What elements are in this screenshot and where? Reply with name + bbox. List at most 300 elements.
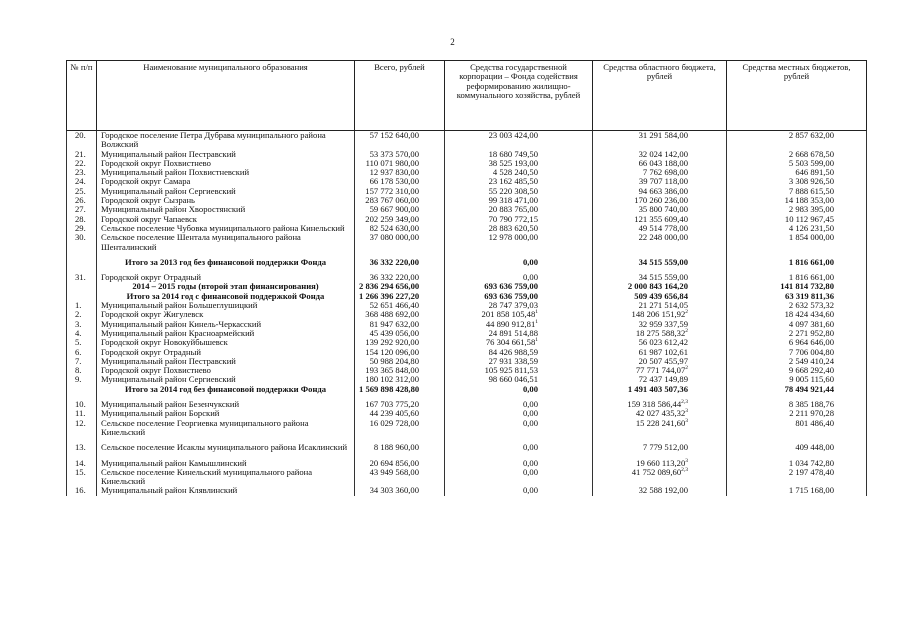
cell-total-text: 12 937 830,00 (369, 167, 419, 178)
cell-name (97, 338, 355, 347)
cell-local (727, 233, 867, 252)
table-row (67, 443, 867, 452)
table-row (67, 357, 867, 366)
cell-num (67, 320, 97, 329)
cell-regional (593, 385, 727, 394)
cell-name-text: Городской округ Похвистнево (101, 366, 211, 376)
cell-num (67, 258, 97, 267)
cell-regional-text: 32 588 192,00 (638, 485, 688, 496)
cell-total-text: 81 947 632,00 (369, 318, 419, 329)
cell-num-text: 25. (75, 185, 86, 196)
cell-regional-text: 22 248 000,00 (638, 232, 688, 243)
cell-fund (445, 443, 593, 452)
cell-name (97, 159, 355, 168)
cell-num (67, 375, 97, 384)
cell-local-text: 6 964 646,00 (788, 337, 834, 348)
cell-local-text: 1 816 661,00 (788, 272, 834, 283)
cell-num-text: 12. (75, 417, 86, 428)
cell-name (97, 357, 355, 366)
cell-name-text: Итого за 2014 год с финансовой поддержкой Фонда (126, 291, 325, 301)
table-row (67, 196, 867, 205)
cell-local-text: 10 112 967,45 (784, 213, 834, 224)
table-row (67, 168, 867, 177)
cell-local-text: 141 814 732,80 (780, 281, 834, 292)
cell-name-text: Итого за 2014 год без финансовой поддержки Фонда (124, 384, 327, 394)
cell-num-text: 15. (75, 466, 86, 477)
cell-name-text: Муниципальный район Сергиевский (101, 375, 236, 385)
table-row (67, 310, 867, 319)
cell-name (97, 258, 355, 267)
cell-fund (445, 419, 593, 438)
cell-total-text: 82 524 630,00 (369, 222, 419, 233)
cell-total-text: 36 332 220,00 (369, 256, 419, 267)
cell-fund-text: 0,00 (522, 383, 538, 394)
cell-name-text: 2014 – 2015 годы (второй этап финансирования) (132, 282, 319, 292)
cell-total-text: 34 303 360,00 (369, 485, 419, 496)
cell-fund-text: 0,00 (522, 485, 538, 496)
cell-name-text: Итого за 2013 год без финансовой поддержки Фонда (124, 257, 327, 267)
cell-name (97, 282, 355, 291)
cell-num-text: 9. (75, 374, 82, 385)
cell-fund-text: 0,00 (522, 417, 538, 428)
cell-local-text: 2 271 952,80 (788, 327, 834, 338)
cell-local-text: 9 005 115,60 (789, 374, 834, 385)
cell-regional (593, 419, 727, 438)
cell-local (727, 258, 867, 267)
header-name: Наименование муниципального образования (97, 61, 355, 131)
cell-regional (593, 131, 727, 150)
page-number: 2 (450, 37, 455, 47)
cell-name (97, 187, 355, 196)
cell-fund-text: 0,00 (522, 256, 538, 267)
footnote-mark: 2 (685, 328, 688, 335)
cell-total-text: 57 152 640,00 (369, 130, 419, 140)
cell-num-text: 10. (75, 399, 86, 410)
cell-local-text: 646 891,50 (795, 167, 834, 178)
cell-fund (445, 468, 593, 487)
cell-name (97, 177, 355, 186)
cell-fund-text: 0,00 (522, 399, 538, 410)
cell-total-text: 45 439 056,00 (369, 327, 419, 338)
cell-name-text: Муниципальный район Пестравский (101, 356, 236, 366)
cell-name (97, 292, 355, 301)
cell-num-text: 11. (75, 408, 86, 419)
cell-num-text: 27. (75, 204, 86, 215)
cell-num-text: 5. (75, 337, 82, 348)
cell-total (355, 385, 445, 394)
cell-total-text: 283 767 060,00 (365, 195, 419, 206)
cell-regional (593, 486, 727, 495)
cell-num-text: 21. (75, 148, 86, 159)
cell-fund-text: 28 747 379,03 (488, 300, 538, 311)
cell-name-text: Городской округ Похвистнево (101, 158, 211, 168)
cell-num-text: 8. (75, 365, 82, 376)
cell-regional-text: 509 439 656,84 (634, 290, 688, 301)
cell-num (67, 357, 97, 366)
cell-regional-text: 170 260 236,00 (634, 195, 688, 206)
cell-num-text: 13. (75, 442, 86, 453)
cell-name-text: Городское поселение Петра Дубрава муниципального района Волжский (101, 130, 326, 150)
cell-name (97, 168, 355, 177)
footnote-mark: 2 (685, 365, 688, 372)
cell-total-text: 36 332 220,00 (369, 272, 419, 283)
cell-total-text: 157 772 310,00 (365, 185, 419, 196)
cell-num-text: 22. (75, 157, 86, 168)
table-total-row (67, 292, 867, 301)
table-total-row (67, 282, 867, 291)
cell-num-text: 24. (75, 176, 86, 187)
cell-total-text: 20 694 856,00 (369, 457, 419, 468)
cell-name (97, 131, 355, 150)
cell-total (355, 486, 445, 495)
cell-local-text: 1 854 000,00 (788, 232, 834, 243)
cell-num (67, 419, 97, 438)
cell-regional-text: 2 000 843 164,20 (627, 281, 688, 292)
table-row (67, 150, 867, 159)
cell-num-text: 28. (75, 213, 86, 224)
cell-name (97, 409, 355, 418)
cell-regional-text: 121 355 609,40 (634, 213, 688, 224)
cell-num (67, 273, 97, 282)
cell-num (67, 348, 97, 357)
cell-total-text: 50 988 204,80 (369, 355, 419, 366)
cell-local (727, 443, 867, 452)
cell-name-text: Муниципальный район Сергиевский (101, 186, 236, 196)
cell-local-text: 1 034 742,80 (788, 457, 834, 468)
cell-total (355, 258, 445, 267)
cell-local-text: 4 126 231,50 (788, 222, 834, 233)
cell-regional-text: 7 762 698,00 (642, 167, 688, 178)
cell-total-text: 53 373 570,00 (369, 148, 419, 159)
table-row (67, 159, 867, 168)
cell-fund-text: 693 636 759,00 (484, 290, 538, 301)
cell-num (67, 292, 97, 301)
cell-num (67, 233, 97, 252)
cell-regional-text: 41 752 089,60 (631, 466, 682, 477)
cell-name (97, 150, 355, 159)
table-header-row (67, 61, 867, 131)
cell-regional-text: 1 491 403 507,36 (627, 383, 688, 394)
cell-num-text: 23. (75, 167, 86, 178)
cell-num-text: 6. (75, 346, 82, 357)
cell-name (97, 205, 355, 214)
cell-num-text: 14. (75, 457, 86, 468)
cell-num (67, 282, 97, 291)
cell-fund-text: 23 162 485,50 (488, 176, 538, 187)
cell-total-text: 2 836 294 656,00 (359, 281, 420, 292)
cell-total-text: 66 178 530,00 (369, 176, 419, 187)
cell-fund-text: 70 790 772,15 (488, 213, 538, 224)
cell-local-text: 2 632 573,32 (788, 300, 834, 311)
header-local: Средства местных бюджетов, рублей (727, 61, 867, 131)
cell-num-text: 7. (75, 355, 82, 366)
cell-local (727, 468, 867, 487)
header-num: № п/п (67, 61, 97, 131)
cell-fund-text: 98 660 046,51 (488, 374, 538, 385)
cell-name-text: Сельское поселение Исаклы муниципального района Исаклинский (101, 443, 348, 453)
cell-name (97, 196, 355, 205)
cell-name-text: Муниципальный район Камышлинский (101, 458, 247, 468)
footnote-mark: 3 (685, 408, 688, 415)
cell-total-text: 139 292 920,00 (365, 337, 419, 348)
cell-regional-text: 34 515 559,00 (638, 256, 688, 267)
cell-name (97, 224, 355, 233)
cell-fund (445, 375, 593, 384)
cell-fund-text: 201 858 105,48 (481, 309, 536, 320)
cell-num (67, 468, 97, 487)
cell-regional-text: 34 515 559,00 (638, 272, 688, 283)
cell-local-text: 63 319 811,36 (785, 290, 834, 301)
footnote-mark: 3 (685, 457, 688, 464)
cell-regional-text: 19 660 113,20 (636, 457, 686, 468)
cell-regional-text: 77 771 744,07 (635, 365, 686, 376)
cell-total (355, 233, 445, 252)
cell-name (97, 468, 355, 487)
table-row (67, 177, 867, 186)
cell-name (97, 385, 355, 394)
cell-local (727, 131, 867, 150)
cell-fund-text: 12 978 000,00 (488, 232, 538, 243)
footnote-mark: 1 (535, 318, 538, 325)
cell-local-text: 2 197 478,40 (788, 466, 834, 477)
cell-total-text: 44 239 405,60 (369, 408, 419, 419)
cell-local-text: 8 385 188,76 (788, 399, 834, 410)
cell-name-text: Муниципальный район Пестравский (101, 149, 236, 159)
table-body (67, 131, 867, 496)
header-regional: Средства областного бюджета, рублей (593, 61, 727, 131)
cell-name-text: Городской округ Новокуйбышевск (101, 338, 228, 348)
funding-table (66, 60, 867, 496)
cell-name-text: Сельское поселение Георгиевка муниципального района Кинельский (101, 418, 309, 437)
cell-fund-text: 84 426 988,59 (488, 346, 538, 357)
cell-total-text: 154 120 096,00 (365, 346, 419, 357)
table-row (67, 131, 867, 150)
table-row (67, 224, 867, 233)
cell-local-text: 3 308 926,50 (788, 176, 834, 187)
cell-local-text: 2 983 395,00 (788, 204, 834, 215)
cell-name (97, 486, 355, 495)
cell-num-text: 31. (75, 272, 86, 283)
cell-num (67, 366, 97, 375)
table-row (67, 400, 867, 409)
cell-fund (445, 131, 593, 150)
cell-fund-text: 28 883 620,50 (488, 222, 538, 233)
table-row (67, 375, 867, 384)
cell-num-text: 26. (75, 195, 86, 206)
cell-num (67, 338, 97, 347)
footnote-mark: 3 (685, 417, 688, 424)
cell-fund-text: 20 883 765,00 (488, 204, 538, 215)
cell-total-text: 110 071 980,00 (365, 157, 419, 168)
cell-total-text: 1 569 898 428,80 (359, 383, 420, 394)
cell-fund (445, 385, 593, 394)
cell-name-text: Городской округ Жигулевск (101, 310, 204, 320)
cell-fund-text: 38 525 193,00 (488, 157, 538, 168)
cell-total-text: 8 188 960,00 (373, 442, 419, 453)
cell-local-text: 9 668 292,40 (788, 365, 834, 376)
cell-fund-text: 693 636 759,00 (484, 281, 538, 292)
cell-fund-text: 4 528 240,50 (492, 167, 538, 178)
cell-fund-text: 0,00 (522, 457, 538, 468)
cell-name-text: Муниципальный район Большеглушицкий (101, 301, 258, 311)
table-row (67, 215, 867, 224)
cell-num (67, 310, 97, 319)
cell-num-text: 4. (75, 327, 82, 338)
cell-local-text: 1 715 168,00 (788, 485, 834, 496)
cell-fund (445, 486, 593, 495)
table-row (67, 233, 867, 252)
cell-name (97, 348, 355, 357)
cell-num (67, 131, 97, 150)
table-row (67, 468, 867, 487)
cell-num-text: 16. (75, 485, 86, 496)
cell-local-text: 2 857 632,00 (788, 130, 834, 140)
cell-total-text: 37 080 000,00 (369, 232, 419, 243)
cell-regional (593, 233, 727, 252)
footnote-mark: 1 (535, 337, 538, 344)
cell-regional-text: 35 800 740,00 (638, 204, 688, 215)
cell-fund-text: 0,00 (522, 442, 538, 453)
cell-total-text: 193 365 848,00 (365, 365, 419, 376)
cell-name-text: Муниципальный район Кинель-Черкасский (101, 319, 262, 329)
cell-name (97, 273, 355, 282)
cell-num (67, 301, 97, 310)
cell-total-text: 43 949 568,00 (369, 466, 419, 477)
cell-regional-text: 20 507 455,97 (638, 355, 688, 366)
cell-name-text: Городской округ Отрадный (101, 273, 201, 283)
table-row (67, 366, 867, 375)
header-fund: Средства государственной корпорации – Фонда содействия реформированию жилищно-коммунального хозяйства, рублей (445, 61, 593, 131)
cell-name (97, 329, 355, 338)
cell-name-text: Муниципальный район Безенчукский (101, 400, 240, 410)
cell-regional-text: 159 318 586,44 (627, 399, 682, 410)
cell-regional-text: 31 291 584,00 (638, 130, 688, 140)
cell-local (727, 419, 867, 438)
cell-fund-text: 0,00 (522, 466, 538, 477)
cell-name (97, 320, 355, 329)
cell-fund (445, 400, 593, 409)
footnote-mark: 2,3 (681, 399, 688, 406)
cell-name (97, 301, 355, 310)
cell-name (97, 419, 355, 438)
table-total-row (67, 385, 867, 394)
cell-fund-text: 18 680 749,50 (488, 148, 538, 159)
cell-fund-text: 0,00 (522, 272, 538, 283)
table-total-row (67, 258, 867, 267)
cell-local-text: 7 706 004,80 (788, 346, 834, 357)
cell-name (97, 400, 355, 409)
cell-name (97, 375, 355, 384)
cell-local-text: 1 816 661,00 (788, 256, 834, 267)
cell-fund-text: 44 890 912,81 (485, 318, 536, 329)
cell-local-text: 2 549 410,24 (788, 355, 834, 366)
table-row (67, 409, 867, 418)
cell-fund (445, 233, 593, 252)
cell-regional (593, 443, 727, 452)
cell-name (97, 443, 355, 452)
cell-name (97, 215, 355, 224)
cell-local-text: 7 888 615,50 (788, 185, 834, 196)
cell-total-text: 52 651 466,40 (369, 300, 419, 311)
cell-regional-text: 61 987 102,61 (638, 346, 688, 357)
cell-num-text: 3. (75, 318, 82, 329)
cell-regional-text: 21 271 514,05 (638, 300, 688, 311)
cell-local-text: 78 494 921,44 (784, 383, 834, 394)
cell-fund-text: 76 304 661,58 (485, 337, 536, 348)
cell-total-text: 180 102 312,00 (365, 374, 419, 385)
table-row (67, 419, 867, 438)
cell-num (67, 486, 97, 495)
cell-name-text: Муниципальный район Хворостянский (101, 205, 246, 215)
cell-fund-text: 24 891 514,88 (488, 327, 538, 338)
cell-regional-text: 32 024 142,00 (638, 148, 688, 159)
cell-name (97, 366, 355, 375)
cell-name-text: Муниципальный район Борский (101, 409, 220, 419)
cell-name-text: Городской округ Сызрань (101, 196, 195, 206)
cell-regional-text: 94 663 386,00 (638, 185, 688, 196)
cell-total-text: 202 259 349,00 (365, 213, 419, 224)
cell-local-text: 4 097 381,60 (788, 318, 834, 329)
cell-local-text: 2 668 678,50 (788, 148, 834, 159)
cell-local-text: 409 448,00 (795, 442, 834, 453)
cell-num (67, 385, 97, 394)
header-total: Всего, рублей (355, 61, 445, 131)
table-row (67, 273, 867, 282)
cell-name-text: Сельское поселение Шентала муниципального района Шенталинский (101, 233, 301, 252)
cell-regional-text: 39 707 118,00 (638, 176, 688, 187)
table-row (67, 459, 867, 468)
cell-regional-text: 7 779 512,00 (642, 442, 688, 453)
cell-local-text: 18 424 434,60 (784, 309, 834, 320)
cell-name-text: Городской округ Чапаевск (101, 214, 197, 224)
footnote-mark: 2,3 (681, 466, 688, 473)
table-row (67, 205, 867, 214)
cell-num (67, 443, 97, 452)
table-row (67, 329, 867, 338)
cell-fund-text: 99 318 471,00 (488, 195, 538, 206)
cell-regional-text: 148 206 151,92 (631, 309, 686, 320)
cell-regional-text: 32 959 337,59 (638, 318, 688, 329)
cell-regional-text: 56 023 612,42 (638, 337, 688, 348)
cell-fund (445, 258, 593, 267)
cell-name-text: Сельское поселение Чубовка муниципального района Кинельский (101, 223, 345, 233)
cell-regional-text: 15 228 241,60 (635, 417, 686, 428)
cell-regional-text: 72 437 149,89 (638, 374, 688, 385)
cell-name-text: Городской округ Отрадный (101, 347, 201, 357)
footnote-mark: 2 (685, 309, 688, 316)
cell-name-text: Сельское поселение Кинельский муниципального района Кинельский (101, 467, 313, 487)
cell-name (97, 310, 355, 319)
cell-regional-text: 66 043 188,00 (638, 157, 688, 168)
cell-regional-text: 42 027 435,32 (635, 408, 686, 419)
cell-regional (593, 258, 727, 267)
cell-fund-text: 55 220 308,50 (488, 185, 538, 196)
table-row (67, 301, 867, 310)
cell-fund-text: 27 931 338,59 (488, 355, 538, 366)
table-row (67, 338, 867, 347)
cell-total-text: 1 266 396 227,20 (359, 290, 420, 301)
cell-total (355, 443, 445, 452)
cell-local-text: 14 188 353,00 (784, 195, 834, 206)
footnote-mark: 1 (535, 309, 538, 316)
cell-num-text: 30. (75, 232, 86, 243)
cell-num-text: 2. (75, 309, 82, 320)
cell-fund-text: 0,00 (522, 408, 538, 419)
cell-name-text: Муниципальный район Красноармейский (101, 328, 255, 338)
cell-local-text: 801 486,40 (795, 417, 834, 428)
cell-regional-text: 49 514 778,00 (638, 222, 688, 233)
cell-regional-text: 18 275 588,32 (635, 327, 686, 338)
